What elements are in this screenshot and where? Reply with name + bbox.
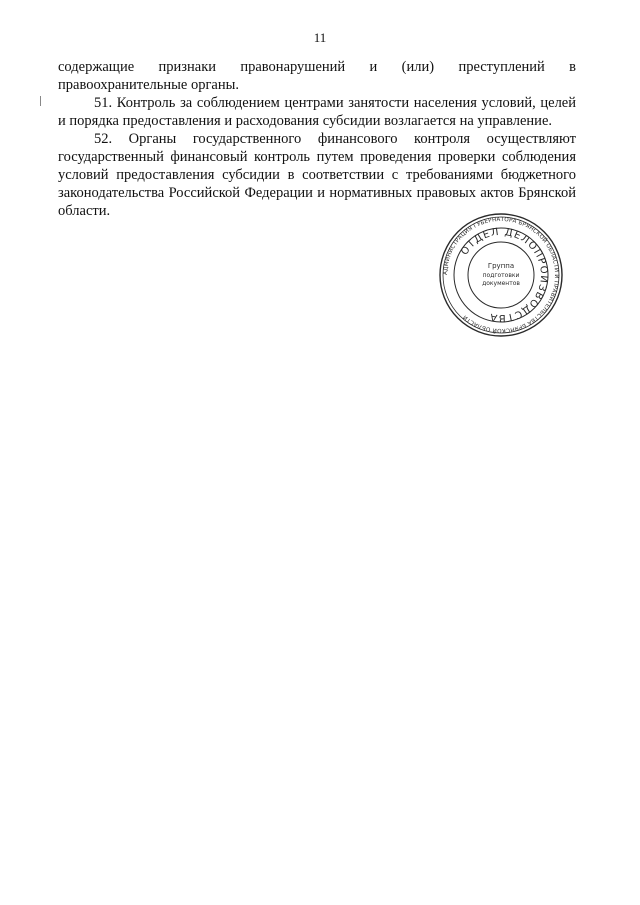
stamp-middle-text: ОТДЕЛ ДЕЛОПРОИЗВОДСТВА bbox=[459, 226, 550, 324]
stamp-center-line-1: Группа bbox=[487, 262, 515, 270]
stamp-outer-text: АДМИНИСТРАЦИЯ ГУБЕРНАТОРА БРЯНСКОЙ ОБЛАСТИ И ПРАВИТЕЛЬСТВА БРЯНСКОЙ ОБЛАСТИ bbox=[442, 216, 560, 334]
stamp-seal-icon bbox=[438, 212, 564, 338]
stamp-center-line-3: документов bbox=[482, 280, 520, 287]
paragraph-52: 52. Органы государственного финансового контроля осуществляют государственный финансовый контроль путем проведения проверки соблюдения условий предоставления субсидии в соответствии с требованиями бюджетного законодательства Российской Федерации и нормативных правовых актов Брянской области. bbox=[58, 131, 576, 219]
paragraph-continuation: содержащие признаки правонарушений и (или) преступлений в правоохранительные органы. bbox=[58, 59, 576, 93]
document-body bbox=[58, 58, 576, 220]
margin-mark bbox=[40, 96, 41, 106]
official-stamp bbox=[438, 212, 564, 338]
stamp-center-line-2: подготовки bbox=[482, 272, 520, 279]
page-number: 11 bbox=[313, 30, 327, 45]
paragraph-51: 51. Контроль за соблюдением центрами занятости населения условий, целей и порядка предоставления и расходования субсидии возлагается на управление. bbox=[58, 95, 576, 129]
